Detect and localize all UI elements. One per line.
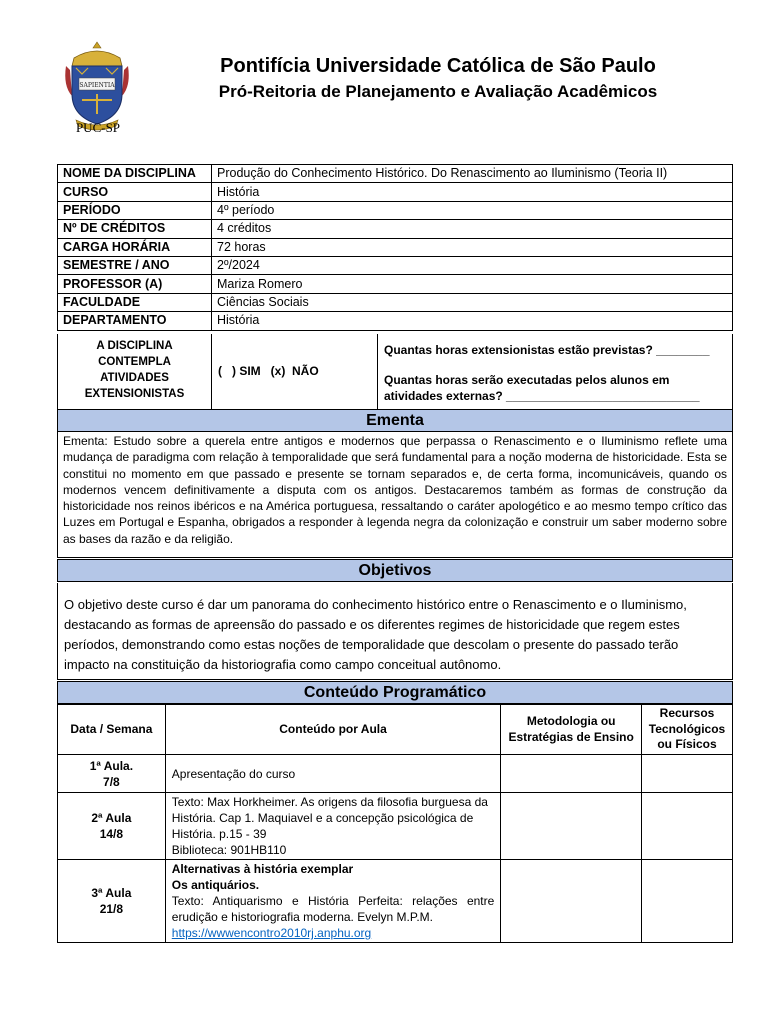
week-date: 21/8 [99,902,124,916]
info-label: CURSO [58,183,212,201]
objetivos-text: O objetivo deste curso é dar um panorama do conhecimento histórico entre o Renascimento e o Iluminismo, destacando as formas de apreensão do passado e os diferentes regimes de historicidade que regem estes períodos, demonstrando como estas noções de temporalidade que descolam o presente do passado terão impacto na constituição da historiografia como campo conceitual autônomo. [57,583,733,680]
ementa-heading: Ementa [57,409,733,432]
column-header-week: Data / Semana [58,705,166,755]
content-subtopic: Os antiquários. [171,878,260,892]
week-date: 7/8 [103,774,120,789]
info-value: História [212,183,733,201]
content-link[interactable]: https://wwwencontro2010rj.anphu.org [171,926,372,940]
info-row [58,275,733,293]
info-row [58,312,733,330]
extension-label-line: ATIVIDADES [100,372,169,384]
info-row [58,165,733,183]
programa-table [57,704,733,943]
info-value: 4º período [212,201,733,219]
info-label: FACULDADE [58,293,212,311]
info-label: Nº DE CRÉDITOS [58,220,212,238]
programa-header-row [58,705,733,755]
info-label: PERÍODO [58,201,212,219]
content-cell [165,793,501,860]
extension-label [58,334,212,409]
info-value: História [212,312,733,330]
extension-label-line: CONTEMPLA [98,356,171,368]
info-row [58,238,733,256]
content-cell: Apresentação do curso [165,755,501,793]
info-row [58,293,733,311]
table-row [58,860,733,943]
content-library-ref: Biblioteca: 901HB110 [171,843,287,857]
extension-question-hours-planned[interactable]: Quantas horas extensionistas estão previstas? ________ [384,343,710,357]
column-header-content: Conteúdo por Aula [165,705,501,755]
objetivos-heading: Objetivos [57,559,733,582]
methodology-cell [501,793,642,860]
content-topic: Alternativas à história exemplar [171,862,354,876]
info-label: NOME DA DISCIPLINA [58,165,212,183]
programa-heading: Conteúdo Programático [57,681,733,704]
resources-cell [642,860,733,943]
column-header-methodology: Metodologia ou Estratégias de Ensino [501,705,642,755]
info-value: 4 créditos [212,220,733,238]
info-value: 72 horas [212,238,733,256]
extension-questions [378,334,732,409]
info-row [58,220,733,238]
info-label: SEMESTRE / ANO [58,256,212,274]
extension-activities-row [57,334,733,410]
info-value: Mariza Romero [212,275,733,293]
university-title: Pontifícia Universidade Católica de São Paulo [220,55,656,77]
week-cell [58,755,166,793]
content-text: Texto: Antiquarismo e História Perfeita: relações entre erudição e historiografia moderna. Evelyn M.P.M. [171,894,495,924]
table-row [58,793,733,860]
week-label: 3ª Aula [91,886,132,900]
resources-cell [642,793,733,860]
extension-choice[interactable]: ( ) SIM (x) NÃO [212,334,378,409]
content-cell [165,860,501,943]
info-value: Produção do Conhecimento Histórico. Do Renascimento ao Iluminismo (Teoria II) [212,165,733,183]
methodology-cell [501,860,642,943]
logo-motto: SAPIENTIA [79,82,115,89]
info-row [58,201,733,219]
ementa-text: Ementa: Estudo sobre a querela entre antigos e modernos que perpassa o Renascimento e o Iluminismo reflete uma mudança de paradigma com relação à temporalidade que será fundamental para a noção moderna de historicidade. Esta se constitui no momento em que passado e presente se tornam separados e, de certa forma, incomunicáveis, quando os modernos vencem definitivamente a disputa com os antigos. Destacaremos também as formas de construção da historicidade nos reinos ibéricos e na América portuguesa, ressaltando o caráter apologético e ao mesmo tempo crítico das Luzes em Portugal e Espanha, obrigados a responder à legenda negra da colonização e construir um saber moderno sobre as bases da razão e da religião. [57,432,733,558]
extension-label-line: EXTENSIONISTAS [84,388,185,400]
methodology-cell [501,755,642,793]
extension-label-line: A DISCIPLINA [96,340,173,352]
info-value: 2º/2024 [212,256,733,274]
extension-question-line: atividades externas? _____________________________ [384,389,700,403]
week-cell [58,860,166,943]
info-value: Ciências Sociais [212,293,733,311]
column-header-resources: Recursos Tecnológicos ou Físicos [642,705,733,755]
content-text: Texto: Max Horkheimer. As origens da filosofia burguesa da História. Cap 1. Maquiavel e a concepção psicológica de História. p.15 - 39 [171,795,488,841]
week-cell [58,793,166,860]
extension-question-hours-external[interactable] [384,372,727,404]
info-label: DEPARTAMENTO [58,312,212,330]
info-label: CARGA HORÁRIA [58,238,212,256]
resources-cell [642,755,733,793]
department-subtitle: Pró-Reitoria de Planejamento e Avaliação Acadêmicos [218,82,658,101]
info-row [58,183,733,201]
logo-caption: PUC-SP [75,120,121,135]
extension-question-line: Quantas horas serão executadas pelos alunos em [384,373,670,387]
week-date: 14/8 [99,827,124,841]
info-row [58,256,733,274]
course-info-table [57,164,733,331]
table-row [58,755,733,793]
week-label: 2ª Aula [91,811,132,825]
info-label: PROFESSOR (A) [58,275,212,293]
week-label: 1ª Aula. [89,758,134,773]
